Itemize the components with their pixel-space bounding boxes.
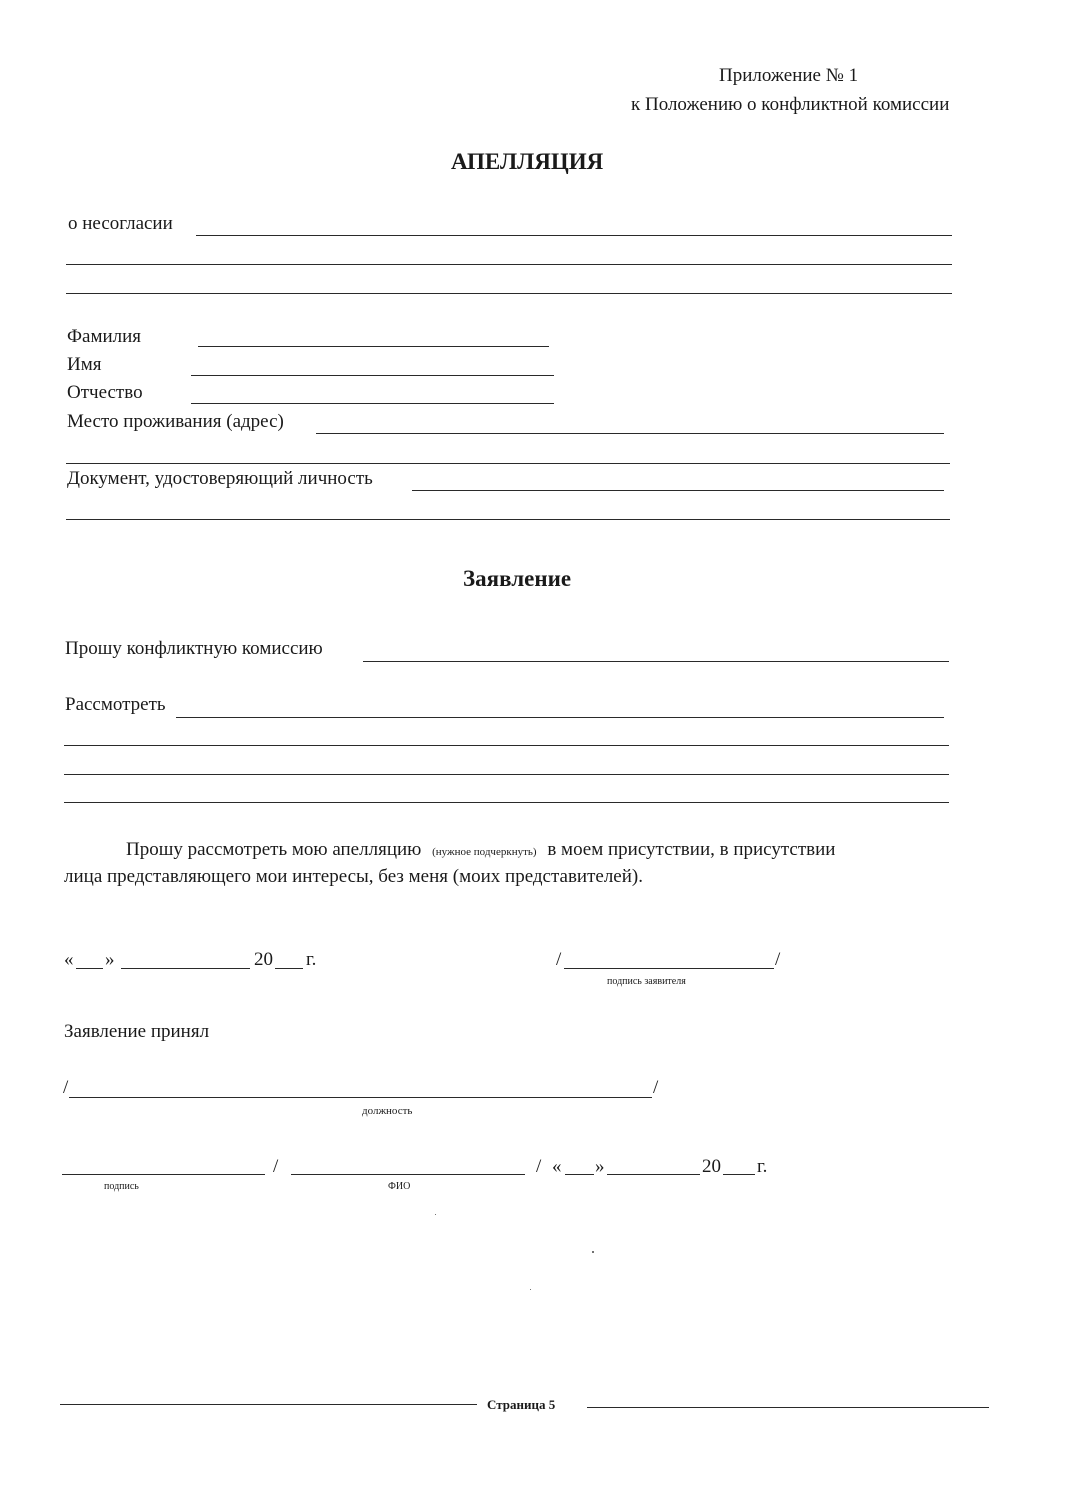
scan-speck [530,1289,531,1290]
ask-commission-line[interactable] [363,661,949,662]
consider-line-3[interactable] [64,774,949,775]
receiver-date-year-prefix: 20 [702,1156,721,1177]
receiver-date-quote-open: « [552,1156,562,1177]
receiver-slash-1: / [273,1156,279,1177]
patronymic-line[interactable] [191,403,554,404]
disagreement-label: о несогласии [68,213,173,234]
receiver-fio-caption: ФИО [388,1181,411,1192]
surname-line[interactable] [198,346,549,347]
patronymic-label: Отчество [67,382,143,403]
underline-note: (нужное подчеркнуть) [432,846,537,858]
surname-label: Фамилия [67,326,142,347]
position-slash-right: / [653,1077,659,1098]
receiver-date-day-line[interactable] [565,1174,594,1175]
presence-paragraph-line1 [126,840,835,859]
page-number: Страница 5 [487,1397,556,1412]
paragraph-part1: Прошу рассмотреть мою апелляцию [126,839,422,860]
id-document-line[interactable] [412,490,944,491]
disagreement-line-3[interactable] [66,293,952,294]
accepted-label: Заявление принял [64,1021,210,1042]
date-year-line[interactable] [275,968,303,969]
signature-slash-left: / [556,949,562,970]
receiver-date-month-line[interactable] [607,1174,700,1175]
name-line[interactable] [191,375,554,376]
date-month-line[interactable] [121,968,250,969]
receiver-date-year-suffix: г. [757,1156,768,1177]
receiver-slash-2: / [536,1156,542,1177]
applicant-signature-line[interactable] [564,968,774,969]
footer-rule-right [587,1407,989,1408]
consider-line-2[interactable] [64,745,949,746]
presence-paragraph-line2: лица представляющего мои интересы, без меня (моих представителей). [64,866,643,887]
footer-rule-left [60,1404,477,1405]
address-line[interactable] [316,433,944,434]
receiver-date-quote-close: » [595,1156,605,1177]
receiver-signature-line[interactable] [62,1174,265,1175]
address-label: Место проживания (адрес) [67,411,284,432]
position-line[interactable] [69,1097,652,1098]
date-year-suffix: г. [306,949,317,970]
address-line-2[interactable] [66,463,950,464]
applicant-signature-caption: подпись заявителя [607,976,686,987]
disagreement-line-2[interactable] [66,264,952,265]
scan-speck [435,1214,436,1215]
page-title: АПЕЛЛЯЦИЯ [451,149,604,174]
statement-heading: Заявление [463,566,572,591]
receiver-fio-line[interactable] [291,1174,525,1175]
disagreement-line[interactable] [196,235,952,236]
receiver-date-year-line[interactable] [723,1174,755,1175]
scan-speck [592,1251,594,1253]
id-document-line-2[interactable] [66,519,950,520]
ask-commission-label: Прошу конфликтную комиссию [65,638,323,659]
position-slash-left: / [63,1077,69,1098]
date-day-line[interactable] [76,968,103,969]
name-label: Имя [67,354,102,375]
signature-slash-right: / [775,949,781,970]
receiver-signature-caption: подпись [104,1181,139,1192]
appendix-number: Приложение № 1 [719,65,859,86]
position-caption: должность [362,1105,413,1117]
date-quote-close: » [105,949,115,970]
date-quote-open: « [64,949,74,970]
date-year-prefix: 20 [254,949,273,970]
consider-line-4[interactable] [64,802,949,803]
appendix-reference: к Положению о конфликтной комиссии [631,94,950,115]
id-document-label: Документ, удостоверяющий личность [67,468,373,489]
consider-line[interactable] [176,717,944,718]
paragraph-part2: в моем присутствии, в присутствии [547,839,836,860]
consider-label: Рассмотреть [65,694,166,715]
